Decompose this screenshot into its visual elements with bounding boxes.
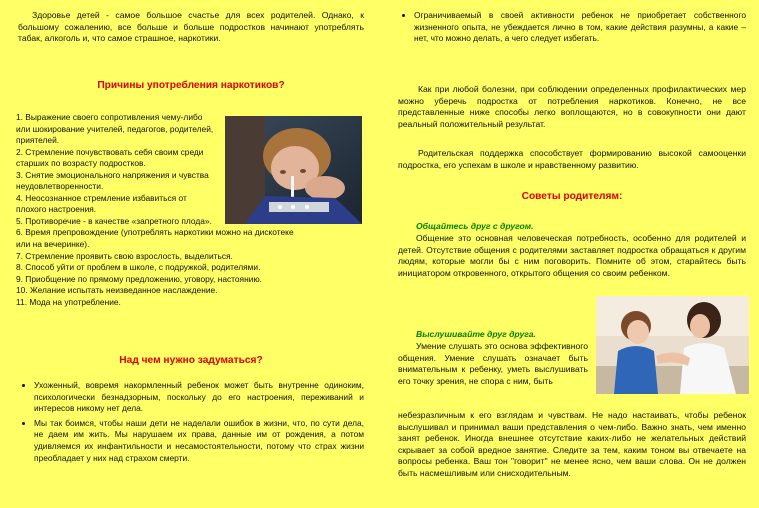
cause-item: 3. Снятие эмоционального напряжения и чувства неудовлетворенности. [16,169,209,192]
intro-paragraph: Здоровье детей - самое большое счастье для всех родителей. Однако, к большому сожалению, все больше и больше подростков начинают употреблять табак, алкоголь и, что самое страшное, наркотики. [18,10,364,44]
causes-list [16,112,364,308]
cause-item: 8. Способ уйти от проблем в школе, с подружкой, родителями. [16,262,261,273]
activity-bullet-list [398,10,746,48]
advice-listen-title: Выслушивайте друг друга. [416,329,536,339]
cause-item: 5. Противоречие - в качестве «запретного плода». [16,215,212,226]
cause-item: 10. Желание испытать неизведанное наслаждение. [16,285,218,296]
activity-bullet: • Ограничиваемый в своей активности ребенок не приобретает собственного жизненного опыта, не убеждается лично в том, какие действия разумны, а какие – нет, что можно делать, а чего следует избегать. [414,10,746,45]
causes-heading: Причины употребления наркотиков? [97,80,285,91]
advice-listen-text: небезразличным к его взглядам и чувствам. Не надо настаивать, чтобы ребенок выслушивал и принимал ваши представления о чем-либо. Важно знать, чем именно занят ребенок. Иногда внешнее отсутствие каких-либо не желательных действий скрывает за собой вредное занятие. Следите за тем, каким тоном вы отвечаете на вопросы ребенка. Ваш тон "говорит" не менее ясно, чем ваши слова. Он не должен быть насмешливым или снисходительным. [398,410,746,478]
prevention-paragraph: Как при любой болезни, при соблюдении определенных профилактических мер можно уберечь подростка от потребления наркотиков. Конечно, не все представленные ниже способы легко воплощаются, но в совокупности они дают реальный положительный результат. [398,84,746,129]
think-item: • Ухоженный, вовремя накормленный ребенок может быть внутренне одиноким, психологически безнадзорным, поскольку до его настроения, переживаний и интересов никому нет дела. [34,380,364,415]
cause-item: 7. Стремление проявить свою взрослость, выделиться. [16,250,233,261]
think-item: • Мы так боимся, чтобы наши дети не наделали ошибок в жизни, что, по сути дела, не даем им жить. Мы нарушаем их права, данные им от рождения, а потом удивляемся их инфантильности и несамостоятельности, потому что страх жизни преобладает у них над страхом смерти. [34,418,364,464]
advice-communicate-title: Общайтесь друг с другом. [416,221,534,231]
cause-item: 11. Мода на употребление. [16,296,121,307]
think-list [18,380,364,467]
cause-item: 6. Время препровождение (употреблять наркотики можно на дискотеке или на вечеринке). [16,227,294,250]
cause-item: 4. Неосознанное стремление избавиться от плохого настроения. [16,192,187,215]
mother-son-photo [596,296,749,394]
cause-item: 1. Выражение своего сопротивления чему-либо или шокирование учителей, педагогов, родителей, приятелей. [16,112,214,146]
cause-item: 2. Стремление почувствовать себя своим среди старших по возрасту подростков. [16,146,204,169]
support-paragraph: Родительская поддержка способствует формированию высокой самооценки подростка, его успехам в школе и нравственному развитию. [398,148,746,170]
think-heading: Над чем нужно задуматься? [119,355,263,366]
advice-heading: Советы родителям: [521,191,623,202]
advice-communicate-text: Общение это основная человеческая потребность, особенно для родителей и детей. Отсутствие общения с родителями заставляет подростка обращаться к другим людям, которые могли бы с ним поговорить. Помните об этом, старайтесь быть инициатором откровенного, открытого общения со своим ребенком. [398,233,746,278]
advice-listen-text-intro: Умение слушать это основа эффективного общения. Умение слушать означает быть внимательным к ребенку, уметь выслушивать его точку зрения, не спора с ним, быть [398,341,588,386]
cause-item: 9. Приобщение по прямому предложению, уговору, настоянию. [16,273,263,284]
